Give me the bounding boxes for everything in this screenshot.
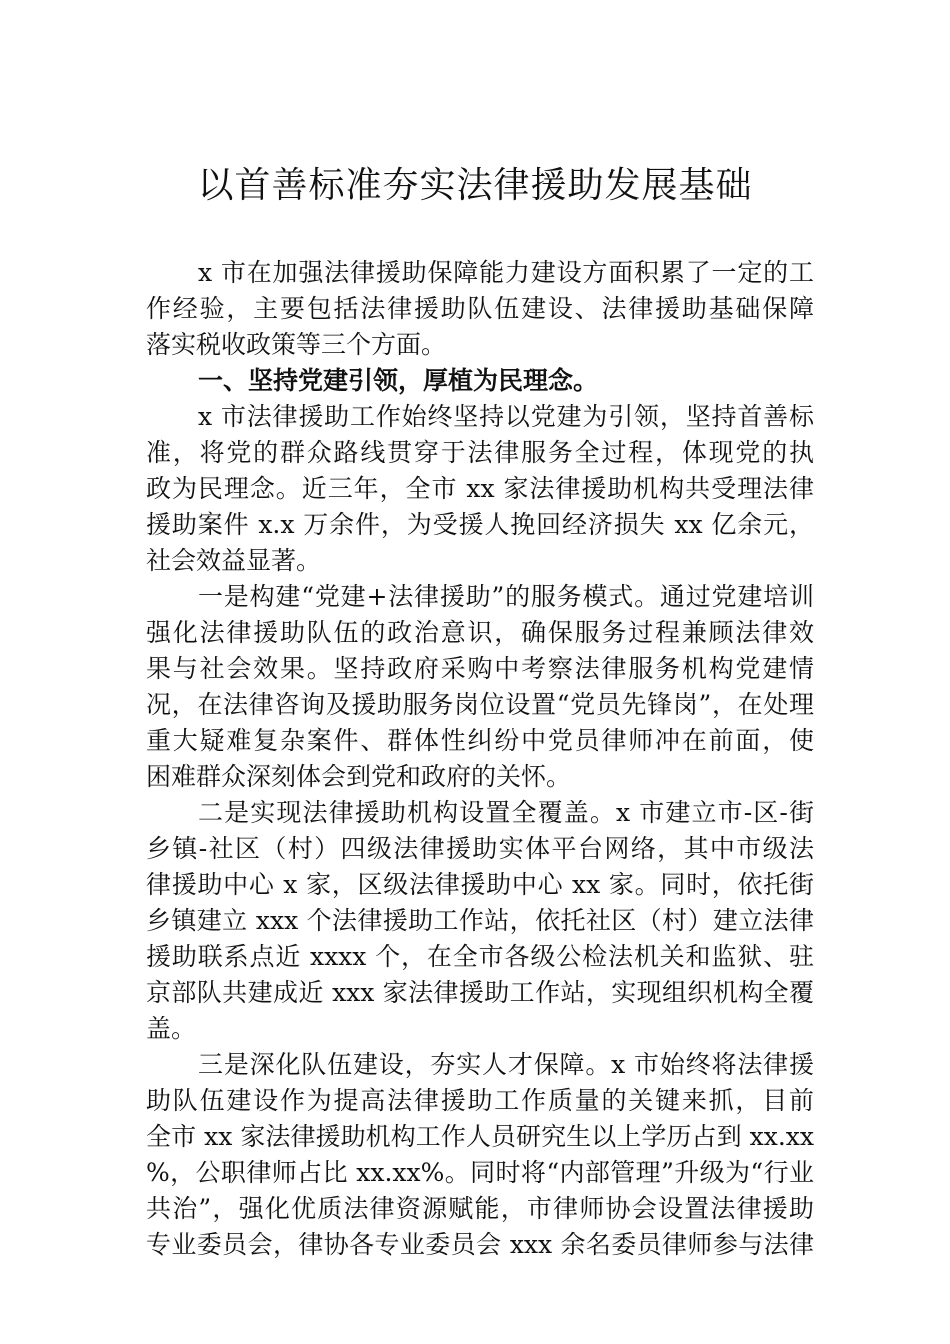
paragraph-line: 援助案件 x.x 万余件，为受援人挽回经济损失 xx 亿余元， xyxy=(146,510,814,539)
paragraph-line: 社会效益显著。 xyxy=(146,546,322,575)
paragraph-line: 果与社会效果。坚持政府采购中考察法律服务机构党建情 xyxy=(146,654,814,683)
paragraph-line: 全市 xx 家法律援助机构工作人员研究生以上学历占到 xx.xx xyxy=(146,1122,814,1151)
paragraph-line: %，公职律师占比 xx.xx%。同时将“内部管理”升级为“行业 xyxy=(146,1158,814,1187)
paragraph-line: 助队伍建设作为提高法律援助工作质量的关键来抓，目前 xyxy=(146,1086,814,1115)
paragraph-line: 二是实现法律援助机构设置全覆盖。x 市建立市-区-街 xyxy=(198,798,814,827)
document-title: 以首善标准夯实法律援助发展基础 xyxy=(197,165,753,206)
document-body xyxy=(146,255,814,1263)
paragraph-line: 作经验，主要包括法律援助队伍建设、法律援助基础保障 xyxy=(146,294,814,323)
paragraph-line: 一是构建“党建+法律援助”的服务模式。通过党建培训 xyxy=(198,582,814,611)
paragraph-line: 乡镇-社区（村）四级法律援助实体平台网络，其中市级法 xyxy=(146,834,814,863)
paragraph-line: x 市在加强法律援助保障能力建设方面积累了一定的工 xyxy=(198,258,814,287)
paragraph-line: 况，在法律咨询及援助服务岗位设置“党员先锋岗”，在处理 xyxy=(146,690,814,719)
paragraph-line: 强化法律援助队伍的政治意识，确保服务过程兼顾法律效 xyxy=(146,618,814,647)
paragraph-line: 重大疑难复杂案件、群体性纠纷中党员律师冲在前面，使 xyxy=(146,726,814,755)
paragraph-line: x 市法律援助工作始终坚持以党建为引领，坚持首善标 xyxy=(198,402,814,431)
paragraph-line: 三是深化队伍建设，夯实人才保障。x 市始终将法律援 xyxy=(198,1050,814,1079)
paragraph-line: 困难群众深刻体会到党和政府的关怀。 xyxy=(146,762,572,791)
paragraph-line: 专业委员会，律协各专业委员会 xxx 余名委员律师参与法律 xyxy=(146,1230,814,1259)
paragraph-line: 乡镇建立 xxx 个法律援助工作站，依托社区（村）建立法律 xyxy=(146,906,814,935)
paragraph-line: 律援助中心 x 家，区级法律援助中心 xx 家。同时，依托街 xyxy=(146,870,814,899)
paragraph-line: 盖。 xyxy=(146,1014,197,1043)
paragraph-line: 准，将党的群众路线贯穿于法律服务全过程，体现党的执 xyxy=(146,438,814,467)
paragraph-line: 落实税收政策等三个方面。 xyxy=(146,330,447,359)
paragraph-line: 政为民理念。近三年，全市 xx 家法律援助机构共受理法律 xyxy=(146,474,814,503)
paragraph-line: 援助联系点近 xxxx 个，在全市各级公检法机关和监狱、驻 xyxy=(146,942,814,971)
paragraph-line: 京部队共建成近 xxx 家法律援助工作站，实现组织机构全覆 xyxy=(146,978,814,1007)
paragraph-line: 共治”，强化优质法律资源赋能，市律师协会设置法律援助 xyxy=(146,1194,814,1223)
section-heading: 一、坚持党建引领，厚植为民理念。 xyxy=(198,366,599,395)
